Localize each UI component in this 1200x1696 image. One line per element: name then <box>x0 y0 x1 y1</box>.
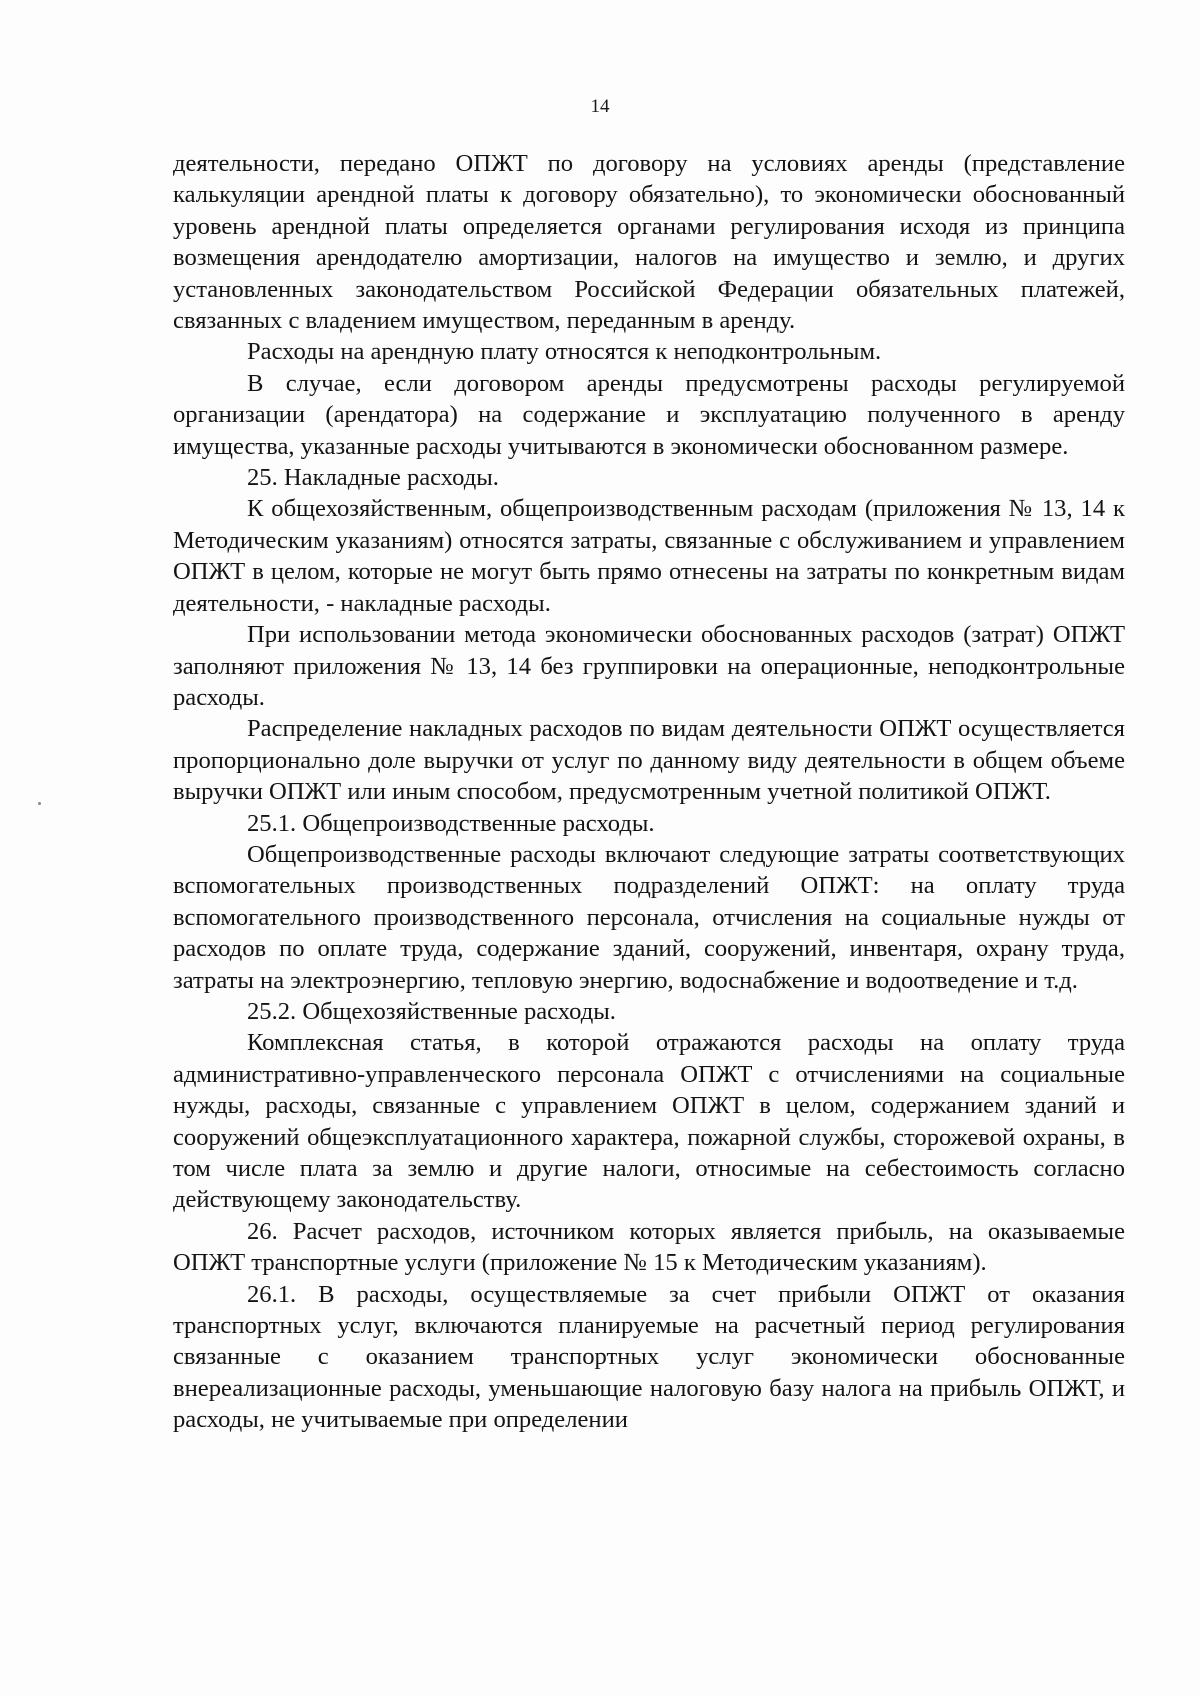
paragraph-production-overhead: Общепроизводственные расходы включают следующие затраты соответствующих вспомогательных производственных подразделений ОПЖТ: на оплату труда вспомогательного производственного персонала, отчисления на социальные нужды от расходов по оплате труда, содержание зданий, сооружений, инвентаря, охрану труда, затраты на электроэнергию, тепловую энергию, водоснабжение и водоотведение и т.д. <box>173 840 1125 994</box>
section-heading-26: 26. Расчет расходов, источником которых является прибыль, на оказываемые ОПЖТ транспортные услуги (приложение № 15 к Методическим указаниям). <box>173 1217 1125 1277</box>
scan-speck <box>38 802 41 805</box>
paragraph-rent-uncontrolled: Расходы на арендную плату относятся к неподконтрольным. <box>247 338 882 366</box>
paragraph-overhead-definition: К общехозяйственным, общепроизводственным расходам (приложения № 13, 14 к Методическим указаниям) относятся затраты, связанные с обслуживанием и управлением ОПЖТ в целом, которые не могут быть прямо отнесены на затраты по конкретным видам деятельности, - накладные расходы. <box>173 495 1125 617</box>
paragraph-26-1: 26.1. В расходы, осуществляемые за счет прибыли ОПЖТ от оказания транспортных услуг, включаются планируемые на расчетный период регулирования связанные с оказанием транспортных услуг экономически обоснованные внереализационные расходы, уменьшающие налоговую базу налога на прибыль ОПЖТ, и расходы, не учитываемые при определении <box>173 1280 1125 1434</box>
paragraph-general-overhead: Комплексная статья, в которой отражаются расходы на оплату труда административно-управленческого персонала ОПЖТ с отчислениями на социальные нужды, расходы, связанные с управлением ОПЖТ в целом, содержанием зданий и сооружений общеэксплуатационного характера, пожарной службы, сторожевой охраны, в том числе плата за землю и другие налоги, относимые на себестоимость согласно действующему законодательству. <box>173 1029 1125 1214</box>
paragraph-lease-maintenance: В случае, если договором аренды предусмотрены расходы регулируемой организации (арендатора) на содержание и эксплуатацию полученного в аренду имущества, указанные расходы учитываются в экономически обоснованном размере. <box>173 369 1125 460</box>
document-body <box>173 148 1125 1436</box>
page-number: 14 <box>590 96 610 117</box>
section-heading-25: 25. Накладные расходы. <box>247 464 499 492</box>
paragraph-rent-continuation: деятельности, передано ОПЖТ по договору на условиях аренды (представление калькуляции арендной платы к договору обязательно), то экономически обоснованный уровень арендной платы определяется органами регулирования исходя из принципа возмещения арендодателю амортизации, налогов на имущество и землю, и других установленных законодательством Российской Федерации обязательных платежей, связанных с владением имуществом, переданным в аренду. <box>173 150 1125 335</box>
section-heading-25-1: 25.1. Общепроизводственные расходы. <box>247 809 655 837</box>
paragraph-overhead-distribution: Распределение накладных расходов по видам деятельности ОПЖТ осуществляется пропорционально доле выручки от услуг по данному виду деятельности в общем объеме выручки ОПЖТ или иным способом, предусмотренным учетной политикой ОПЖТ. <box>173 715 1125 806</box>
section-heading-25-2: 25.2. Общехозяйственные расходы. <box>247 997 616 1025</box>
paragraph-cost-method: При использовании метода экономически обоснованных расходов (затрат) ОПЖТ заполняют приложения № 13, 14 без группировки на операционные, неподконтрольные расходы. <box>173 621 1125 711</box>
